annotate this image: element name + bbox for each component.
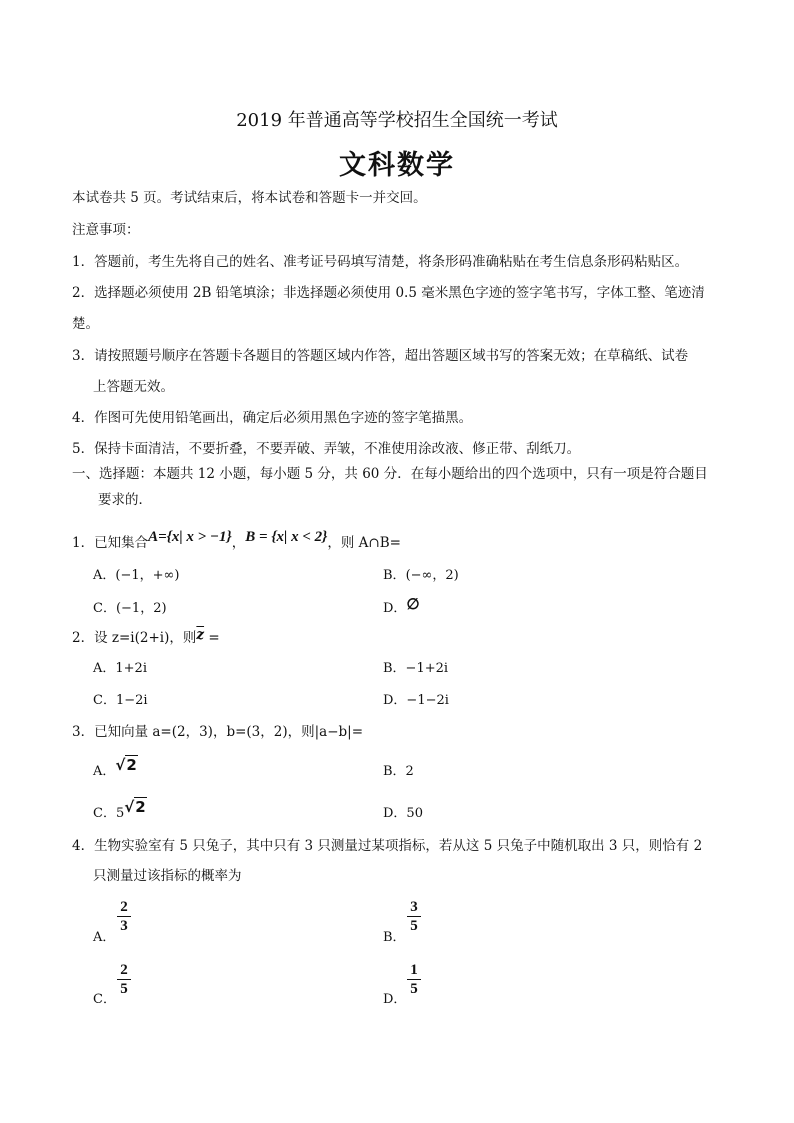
exam-subject: 文科数学 — [339, 150, 455, 181]
q1-suffix: ，则 A∩B= — [327, 535, 401, 551]
intro-text: 本试卷共 5 页。考试结束后，将本试卷和答题卡一并交回。 — [72, 190, 427, 206]
question-4-cont: 只测量过该指标的概率为 — [93, 868, 242, 884]
z-conjugate: $\overline{z}$ — [196, 627, 205, 643]
question-3: 3．已知向量 a=(2，3)，b=(3，2)，则|a−b|= — [72, 724, 364, 740]
q4-option-c-label: C． — [93, 992, 116, 1007]
q1-set-a: A={x| x > −1} — [148, 529, 232, 545]
q2-option-b: B．−1+2i — [383, 661, 449, 676]
q1-set-b: B = {x| x < 2} — [245, 529, 328, 545]
notice-item-3: 3．请按照题号顺序在答题卡各题目的答题区域内作答，超出答题区域书写的答案无效；在草稿纸、试卷 — [72, 348, 689, 364]
q3-option-b: B．2 — [383, 764, 414, 779]
q1-option-d: D．∅ — [383, 595, 420, 616]
q1-comma: ， — [231, 535, 246, 551]
question-1 — [72, 531, 401, 552]
q4-option-d-fraction: 1 5 — [407, 962, 421, 997]
notice-item-3-cont: 上答题无效。 — [93, 379, 174, 395]
q4-option-b-label: B． — [383, 930, 406, 945]
q3-option-c: C．5√2 — [93, 798, 146, 821]
question-2: 2．设 z=i(2+i)，则$\overline{z}$ = — [72, 627, 220, 646]
q4-option-c-fraction: 2 5 — [117, 962, 131, 997]
section-heading: 一、选择题：本题共 12 小题，每小题 5 分，共 60 分．在每小题给出的四个选项中，只有一项是符合题目 — [72, 466, 708, 482]
exam-title: 2019 年普通高等学校招生全国统一考试 — [236, 110, 558, 131]
empty-set-symbol: ∅ — [406, 595, 420, 613]
q2-option-d: D．−1−2i — [383, 693, 449, 708]
sqrt-symbol: √2 — [115, 756, 137, 774]
q4-option-b-fraction: 3 5 — [407, 899, 421, 934]
notice-item-5: 5．保持卡面清洁，不要折叠，不要弄破、弄皱，不准使用涂改液、修正带、刮纸刀。 — [72, 441, 581, 457]
section-heading-cont: 要求的． — [98, 492, 152, 508]
question-4: 4．生物实验室有 5 只兔子，其中只有 3 只测量过某项指标，若从这 5 只兔子中随机取出 3 只，则恰有 2 — [72, 838, 703, 854]
q1-option-a: A．(−1，+∞) — [93, 568, 180, 583]
q1-option-b: B．(−∞，2) — [383, 568, 459, 583]
sqrt-symbol: √2 — [124, 798, 146, 816]
q4-option-a-label: A． — [93, 930, 116, 945]
notice-item-2-cont: 楚。 — [72, 316, 99, 332]
notice-heading: 注意事项： — [72, 222, 140, 238]
q3-option-a: A．√2 — [93, 756, 137, 779]
q3-option-d: D．50 — [383, 806, 423, 821]
notice-item-4: 4．作图可先使用铅笔画出，确定后必须用黑色字迹的签字笔描黑。 — [72, 410, 473, 426]
q4-option-d-label: D． — [383, 992, 407, 1007]
notice-item-2: 2．选择题必须使用 2B 铅笔填涂；非选择题必须使用 0.5 毫米黑色字迹的签字笔书写，字体工整、笔迹清 — [72, 285, 705, 301]
q1-prefix: 1．已知集合 — [72, 535, 149, 551]
q2-option-a: A．1+2i — [93, 661, 147, 676]
q1-option-c: C．(−1，2) — [93, 601, 167, 616]
q2-option-c: C．1−2i — [93, 693, 148, 708]
q4-option-a-fraction: 2 3 — [117, 899, 131, 934]
notice-item-1: 1．答题前，考生先将自己的姓名、准考证号码填写清楚，将条形码准确粘贴在考生信息条形码粘贴区。 — [72, 254, 689, 270]
